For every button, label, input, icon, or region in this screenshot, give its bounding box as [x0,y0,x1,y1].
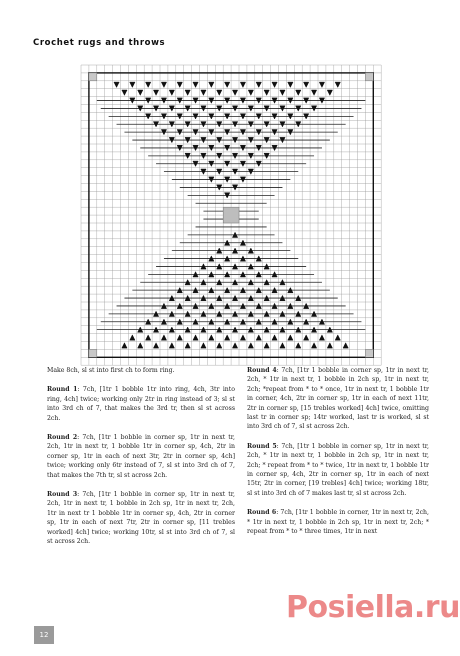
bobble-triangle [130,335,135,340]
bobble-triangle [248,343,253,348]
bobble-triangle [169,90,174,95]
round-4 [247,366,429,432]
bobble-triangle [161,82,166,87]
bobble-triangle [264,90,269,95]
round-label: Round 5 [247,442,277,450]
corner-marker [365,73,373,81]
bobble-triangle [248,90,253,95]
bobble-triangle [256,82,261,87]
round-label: Round 6 [247,509,277,517]
bobble-triangle [153,90,158,95]
bobble-triangle [185,343,190,348]
bobble-triangle [217,90,222,95]
bobble-triangle [264,343,269,348]
bobble-triangle [193,82,198,87]
round-text: : 7ch, [1tr 1 bobble in corner sp, 1tr in next tr, 2ch, * 1tr in next tr, 1 bobble in 2ch sp, 1tr in next tr, 2ch; *repeat from * to * once, 1tr in next tr, 1 bobble 1tr in corner, 4ch, 2tr in corner sp, 1tr in each of next 11tr, 2tr in corner sp, [15 trebles worked] 4ch] twice, omitting last tr in corner sp; 14tr worked, last tr is worked, sl st into 3rd ch of 7, sl st across 2ch. [247,367,429,431]
bobble-triangle [327,90,332,95]
bobble-triangle [138,343,143,348]
bobble-triangle [335,335,340,340]
bobble-triangle [146,335,151,340]
bobble-triangle [153,343,158,348]
bobble-triangle [232,343,237,348]
round-label: Round 4 [247,367,277,374]
bobble-triangle [240,82,245,87]
bobble-triangle [201,90,206,95]
round-1 [47,385,235,423]
bobble-triangle [209,335,214,340]
bobble-triangle [209,82,214,87]
round-text: : 7ch, [1tr 1 bobble in corner sp, 1tr in next tr, 2ch, 1tr in next tr, 1 bobble in 2ch sp, 1tr in next tr, 2ch, 1tr in next tr 1 bobble 1tr in corner sp, 4ch, 2tr in corner sp, 1tr in each of next 7tr, 2tr in corner sp, [11 trebles worked] 4ch] twice; working 10tr, sl st into 3rd ch of 7, sl st across 2ch. [47,491,235,546]
bobble-triangle [335,82,340,87]
round-text: : 7ch, [1tr 1 bobble 1tr into ring, 4ch, 3tr into ring, 4ch] twice; working only 2tr in ring instead of 3; sl st into 3rd ch of 7, that makes the 3rd tr, then sl st across 2ch. [47,386,235,422]
crochet-chart [80,64,382,366]
bobble-triangle [146,82,151,87]
bobble-triangle [256,335,261,340]
round-3 [47,490,235,546]
page-number: 12 [34,626,54,644]
bobble-triangle [201,343,206,348]
bobble-triangle [288,335,293,340]
bobble-triangle [122,90,127,95]
bobble-triangle [304,335,309,340]
bobble-triangle [114,82,119,87]
intro-text: Make 8ch, sl st into first ch to form ring. [47,367,175,374]
bobble-triangle [327,343,332,348]
bobble-triangle [272,82,277,87]
bobble-triangle [280,343,285,348]
bobble-triangle [311,343,316,348]
bobble-triangle [319,335,324,340]
bobble-triangle [185,90,190,95]
bobble-triangle [169,343,174,348]
bobble-triangle [177,82,182,87]
bobble-triangle [280,90,285,95]
bobble-triangle [130,82,135,87]
bobble-triangle [296,90,301,95]
instructions-left-column [47,366,235,557]
bobble-triangle [225,82,230,87]
bobble-triangle [225,335,230,340]
bobble-triangle [288,82,293,87]
bobble-triangle [240,335,245,340]
bobble-triangle [304,82,309,87]
bobble-triangle [122,343,127,348]
bobble-triangle [138,90,143,95]
bobble-triangle [311,90,316,95]
corner-marker [89,73,97,81]
round-text: : 7ch, [1tr 1 bobble in corner sp, 1tr in next tr, 2ch, 1tr in next tr, 1 bobble 1tr in corner sp, 4ch, 2tr in corner sp, 1tr in each of next 3tr, 2tr in corner sp, 4ch] twice; working only 6tr instead of 7, sl st into 3rd ch of 7, that makes the 7th tr, sl st across 2ch. [47,434,235,479]
round-5 [247,442,429,498]
crochet-chart-svg [80,64,382,366]
round-2 [47,433,235,480]
bobble-triangle [177,335,182,340]
bobble-triangle [232,90,237,95]
bobble-triangle [193,335,198,340]
corner-marker [365,349,373,357]
round-text: : 7ch, [1tr 1 bobble in corner, 1tr in next tr, 2ch, * 1tr in next tr, 1 bobble in 2ch sp, 1tr in next tr, 2ch; * repeat from * to * three times, 1tr in next [247,509,430,536]
bobble-triangle [343,343,348,348]
round-6 [247,508,429,536]
round-label: Round 3 [47,491,78,499]
bobble-triangle [161,335,166,340]
centre-ring [223,207,239,223]
round-label: Round 1 [47,386,78,394]
bobble-triangle [272,335,277,340]
bobble-triangle [319,82,324,87]
watermark-logo: Posiella.ru [286,590,460,625]
round-label: Round 2 [47,434,78,442]
bobble-triangle [296,343,301,348]
corner-marker [89,349,97,357]
instructions-right-column [247,366,429,547]
round-text: : 7ch, [1tr 1 bobble in corner sp, 1tr in next tr, 2ch, * 1tr in next tr, 1 bobble in 2ch sp, 1tr in next tr, 2ch; * repeat from * to * twice, 1tr in next tr, 1 bobble 1tr in corner sp, 4ch, 2tr in corner sp, 1tr in each of next 15tr, 2tr in corner, [19 trebles] 4ch] twice; working 18tr, sl st into 3rd ch of 7 makes last tr, sl st across 2ch. [247,442,429,497]
running-header: Crochet rugs and throws [33,38,166,48]
bobble-triangle [217,343,222,348]
